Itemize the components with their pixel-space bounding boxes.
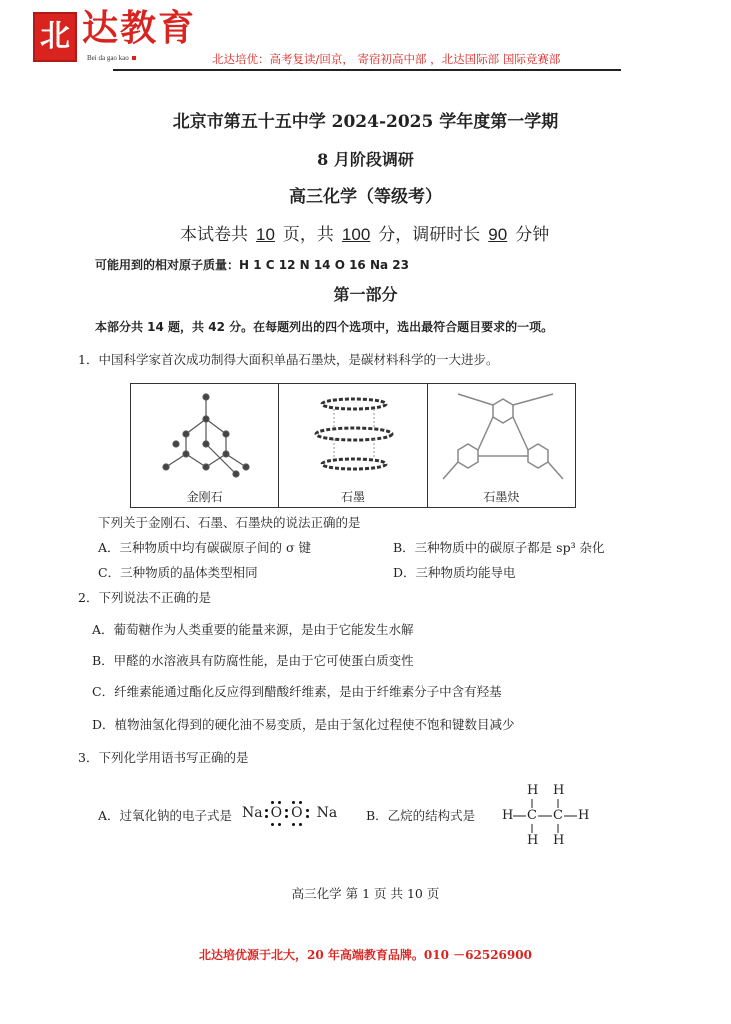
- info-text: 页，共: [282, 225, 334, 245]
- atomic-mass: 可能用到的相对原子质量：H 1 C 12 N 14 O 16 Na 23: [95, 258, 409, 272]
- q1-stem: 1．中国科学家首次成功制得大面积单晶石墨炔，是碳材料科学的一大进步。: [78, 352, 499, 367]
- exam-title: 北京市第五十五中学 2024-2025 学年度第一学期: [172, 112, 559, 132]
- logo-mark: [33, 12, 77, 62]
- page-footer: 高三化学 第 1 页 共 10 页: [291, 886, 440, 901]
- caption-graphite: 石墨: [340, 489, 365, 504]
- electron-pair: [285, 809, 288, 818]
- q3-option-b: B．乙烷的结构式是: [366, 808, 476, 823]
- q2-option-c: C．纤维素能通过酯化反应得到醋酸纤维素，是由于纤维素分子中含有羟基: [92, 684, 502, 699]
- q1-option-d: D．三种物质均能导电: [393, 565, 516, 580]
- info-text: 分钟: [515, 225, 550, 245]
- electron-pair: [271, 823, 281, 826]
- h-symbol: H: [553, 783, 565, 798]
- c-symbol: C: [553, 808, 563, 823]
- caption-diamond: 金刚石: [186, 489, 223, 504]
- oxygen-atom: [290, 805, 303, 822]
- logo-text: 达教育: [82, 7, 197, 49]
- diamond-cell: [131, 384, 279, 507]
- info-pages: 10: [256, 225, 275, 244]
- exam-info: [180, 225, 549, 245]
- graphdiyne-structure-icon: [438, 389, 568, 484]
- exam-subtitle: 8 月阶段调研: [317, 150, 414, 169]
- electron-pair: [292, 823, 302, 826]
- c-symbol: C: [527, 808, 537, 823]
- bond-lines: [502, 783, 592, 849]
- logo-char: 北: [40, 19, 70, 54]
- h-symbol: H: [502, 808, 514, 823]
- exam-subject: 高三化学（等级考）: [289, 187, 442, 207]
- header-divider: [113, 69, 621, 71]
- h-symbol: H: [578, 808, 590, 823]
- header-slogan: 北达培优：高考复读/回京， 寄宿初高中部 ，北达国际部 国际竞赛部: [212, 52, 561, 66]
- q3-option-a: A．过氧化钠的电子式是: [98, 808, 233, 823]
- diamond-structure-icon: [141, 389, 271, 484]
- info-text: 本试卷共: [180, 225, 248, 245]
- graphdiyne-cell: [428, 384, 575, 507]
- graphite-structure-icon: [289, 389, 419, 484]
- logo-pinyin: [87, 55, 136, 62]
- o-symbol: O: [270, 805, 283, 821]
- logo-pinyin-text: Bei da gao kao: [87, 54, 129, 62]
- h-symbol: H: [553, 833, 565, 848]
- q2-option-b: B．甲醛的水溶液具有防腐性能，是由于它可使蛋白质变性: [92, 653, 414, 668]
- electron-pair: [271, 801, 281, 804]
- logo-square-icon: [132, 56, 136, 60]
- electron-pair: [292, 801, 302, 804]
- q1-option-a: A．三种物质中均有碳碳原子间的 σ 键: [98, 540, 312, 555]
- q2-option-a: A．葡萄糖作为人类重要的能量来源，是由于它能发生水解: [92, 622, 414, 637]
- na-symbol: Na: [316, 805, 338, 821]
- info-minutes: 90: [488, 225, 508, 244]
- q1-option-c: C．三种物质的晶体类型相同: [98, 565, 258, 580]
- graphite-cell: [279, 384, 427, 507]
- na2o2-electron-formula: [242, 805, 337, 822]
- q1-figure: [130, 383, 576, 508]
- part-title: 第一部分: [333, 285, 398, 304]
- info-score: 100: [341, 225, 371, 244]
- ethane-structure: [502, 783, 592, 849]
- q3-stem: 3．下列化学用语书写正确的是: [78, 750, 249, 765]
- electron-pair: [306, 809, 309, 818]
- h-symbol: H: [527, 783, 539, 798]
- oxygen-atom: [270, 805, 283, 822]
- q2-option-d: D．植物油氢化得到的硬化油不易变质，是由于氢化过程使不饱和键数目减少: [92, 717, 515, 732]
- q1-prompt: 下列关于金刚石、石墨、石墨炔的说法正确的是: [98, 515, 361, 530]
- h-symbol: H: [527, 833, 539, 848]
- q2-stem: 2．下列说法不正确的是: [78, 590, 211, 605]
- bottom-ad: 北达培优源于北大，20 年高端教育品牌。010 －62526900: [199, 948, 532, 962]
- q1-option-b: B．三种物质中的碳原子都是 sp³ 杂化: [393, 540, 605, 555]
- electron-pair: [265, 809, 268, 818]
- info-text: 分，调研时长: [378, 225, 481, 245]
- part-desc: 本部分共 14 题，共 42 分。在每题列出的四个选项中，选出最符合题目要求的一项。: [95, 320, 554, 334]
- o-symbol: O: [291, 805, 303, 821]
- na-symbol: Na: [242, 805, 263, 821]
- caption-graphdiyne: 石墨炔: [483, 489, 520, 504]
